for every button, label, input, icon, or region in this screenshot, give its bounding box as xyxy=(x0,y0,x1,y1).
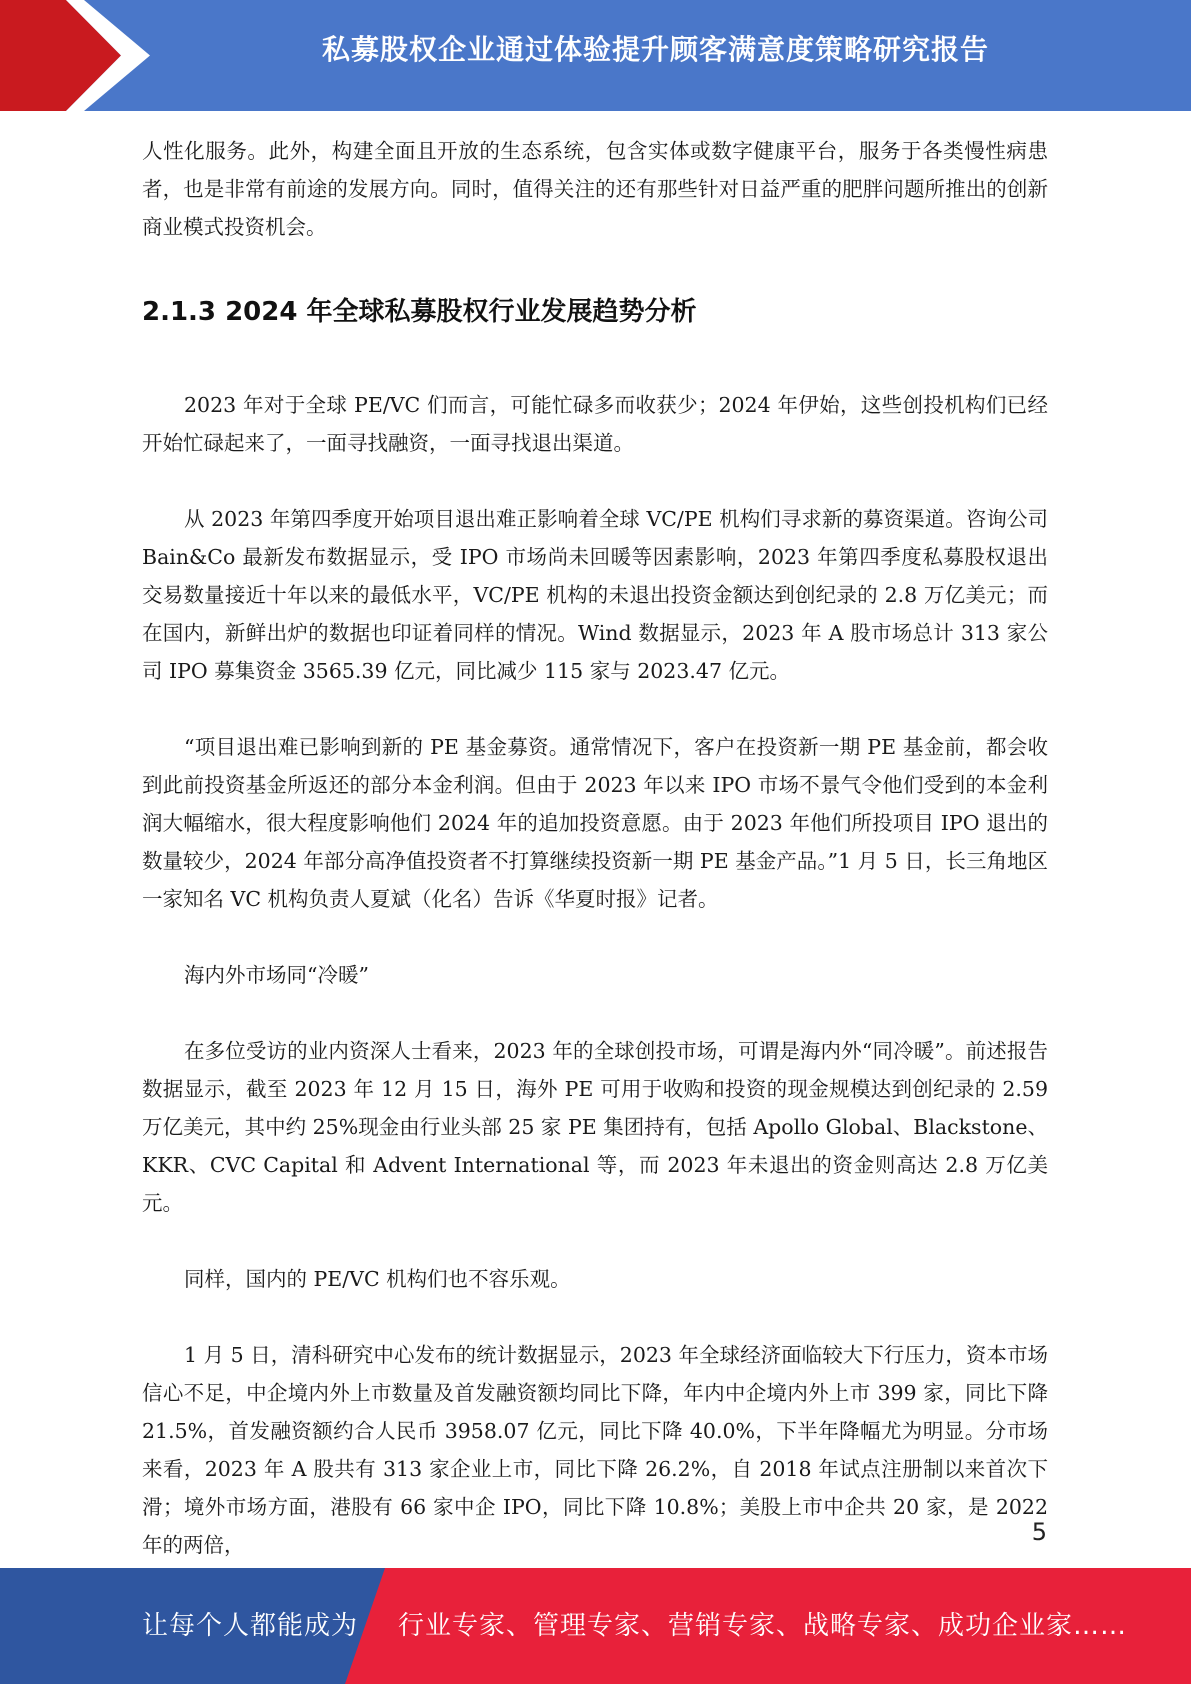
paragraph-intro: 人性化服务。此外，构建全面且开放的生态系统，包含实体或数字健康平台，服务于各类慢性病患者，也是非常有前途的发展方向。同时，值得关注的还有那些针对日益严重的肥胖问题所推出的创新商业模式投资机会。 xyxy=(142,139,1048,239)
footer-slogan-left: 让每个人都能成为 xyxy=(142,1611,359,1641)
paragraph-2: 从 2023 年第四季度开始项目退出难正影响着全球 VC/PE 机构们寻求新的募资渠道。咨询公司 Bain&Co 最新发布数据显示，受 IPO 市场尚未回暖等因素影响，2023 年第四季度私募股权退出交易数量接近十年以来的最低水平，VC/PE 机构的未退出投资金额达到创纪录的 2.8 万亿美元；而在国内，新鲜出炉的数据也印证着同样的情况。Wind 数据显示，2023 年 A 股市场总计 313 家公司 IPO 募集资金 3565.39 亿元，同比减少 115 家与 2023.47 亿元。 xyxy=(142,507,1048,683)
footer-slogan-right: 行业专家、管理专家、营销专家、战略专家、成功企业家…… xyxy=(398,1611,1128,1641)
section-heading: 2.1.3 2024 年全球私募股权行业发展趋势分析 xyxy=(142,297,697,327)
header-banner xyxy=(0,0,1191,111)
paragraph-subheading: 海内外市场同“冷暖” xyxy=(184,963,369,987)
header-chevron-decoration xyxy=(0,0,160,111)
document-body xyxy=(142,132,1048,1564)
report-title: 私募股权企业通过体验提升顾客满意度策略研究报告 xyxy=(321,33,989,66)
paragraph-7: 1 月 5 日，清科研究中心发布的统计数据显示，2023 年全球经济面临较大下行压力，资本市场信心不足，中企境内外上市数量及首发融资额均同比下降，年内中企境内外上市 399 家，同比下降 21.5%，首发融资额约合人民币 3958.07 亿元，同比下降 40.0%，下半年降幅尤为明显。分市场来看，2023 年 A 股共有 313 家企业上市，同比下降 26.2%，自 2018 年试点注册制以来首次下滑；境外市场方面，港股有 66 家中企 IPO，同比下降 10.8%；美股上市中企共 20 家，是 2022 年的两倍， xyxy=(142,1343,1048,1557)
page-number: 5 xyxy=(1031,1518,1047,1546)
paragraph-1: 2023 年对于全球 PE/VC 们而言，可能忙碌多而收获少；2024 年伊始，这些创投机构们已经开始忙碌起来了，一面寻找融资，一面寻找退出渠道。 xyxy=(142,393,1048,455)
paragraph-6: 同样，国内的 PE/VC 机构们也不容乐观。 xyxy=(184,1267,571,1291)
paragraph-5: 在多位受访的业内资深人士看来，2023 年的全球创投市场，可谓是海内外“同冷暖”。前述报告数据显示，截至 2023 年 12 月 15 日，海外 PE 可用于收购和投资的现金规模达到创纪录的 2.59 万亿美元，其中约 25%现金由行业头部 25 家 PE 集团持有，包括 Apollo Global、Blackstone、KKR、CVC Capital 和 Advent International 等，而 2023 年未退出的资金则高达 2.8 万亿美元。 xyxy=(142,1039,1048,1215)
paragraph-3: “项目退出难已影响到新的 PE 基金募资。通常情况下，客户在投资新一期 PE 基金前，都会收到此前投资基金所返还的部分本金利润。但由于 2023 年以来 IPO 市场不景气令他们受到的本金利润大幅缩水，很大程度影响他们 2024 年的追加投资意愿。由于 2023 年他们所投项目 IPO 退出的数量较少，2024 年部分高净值投资者不打算继续投资新一期 PE 基金产品。”1 月 5 日，长三角地区一家知名 VC 机构负责人夏斌（化名）告诉《华夏时报》记者。 xyxy=(142,735,1048,911)
footer-banner xyxy=(0,1568,1191,1684)
